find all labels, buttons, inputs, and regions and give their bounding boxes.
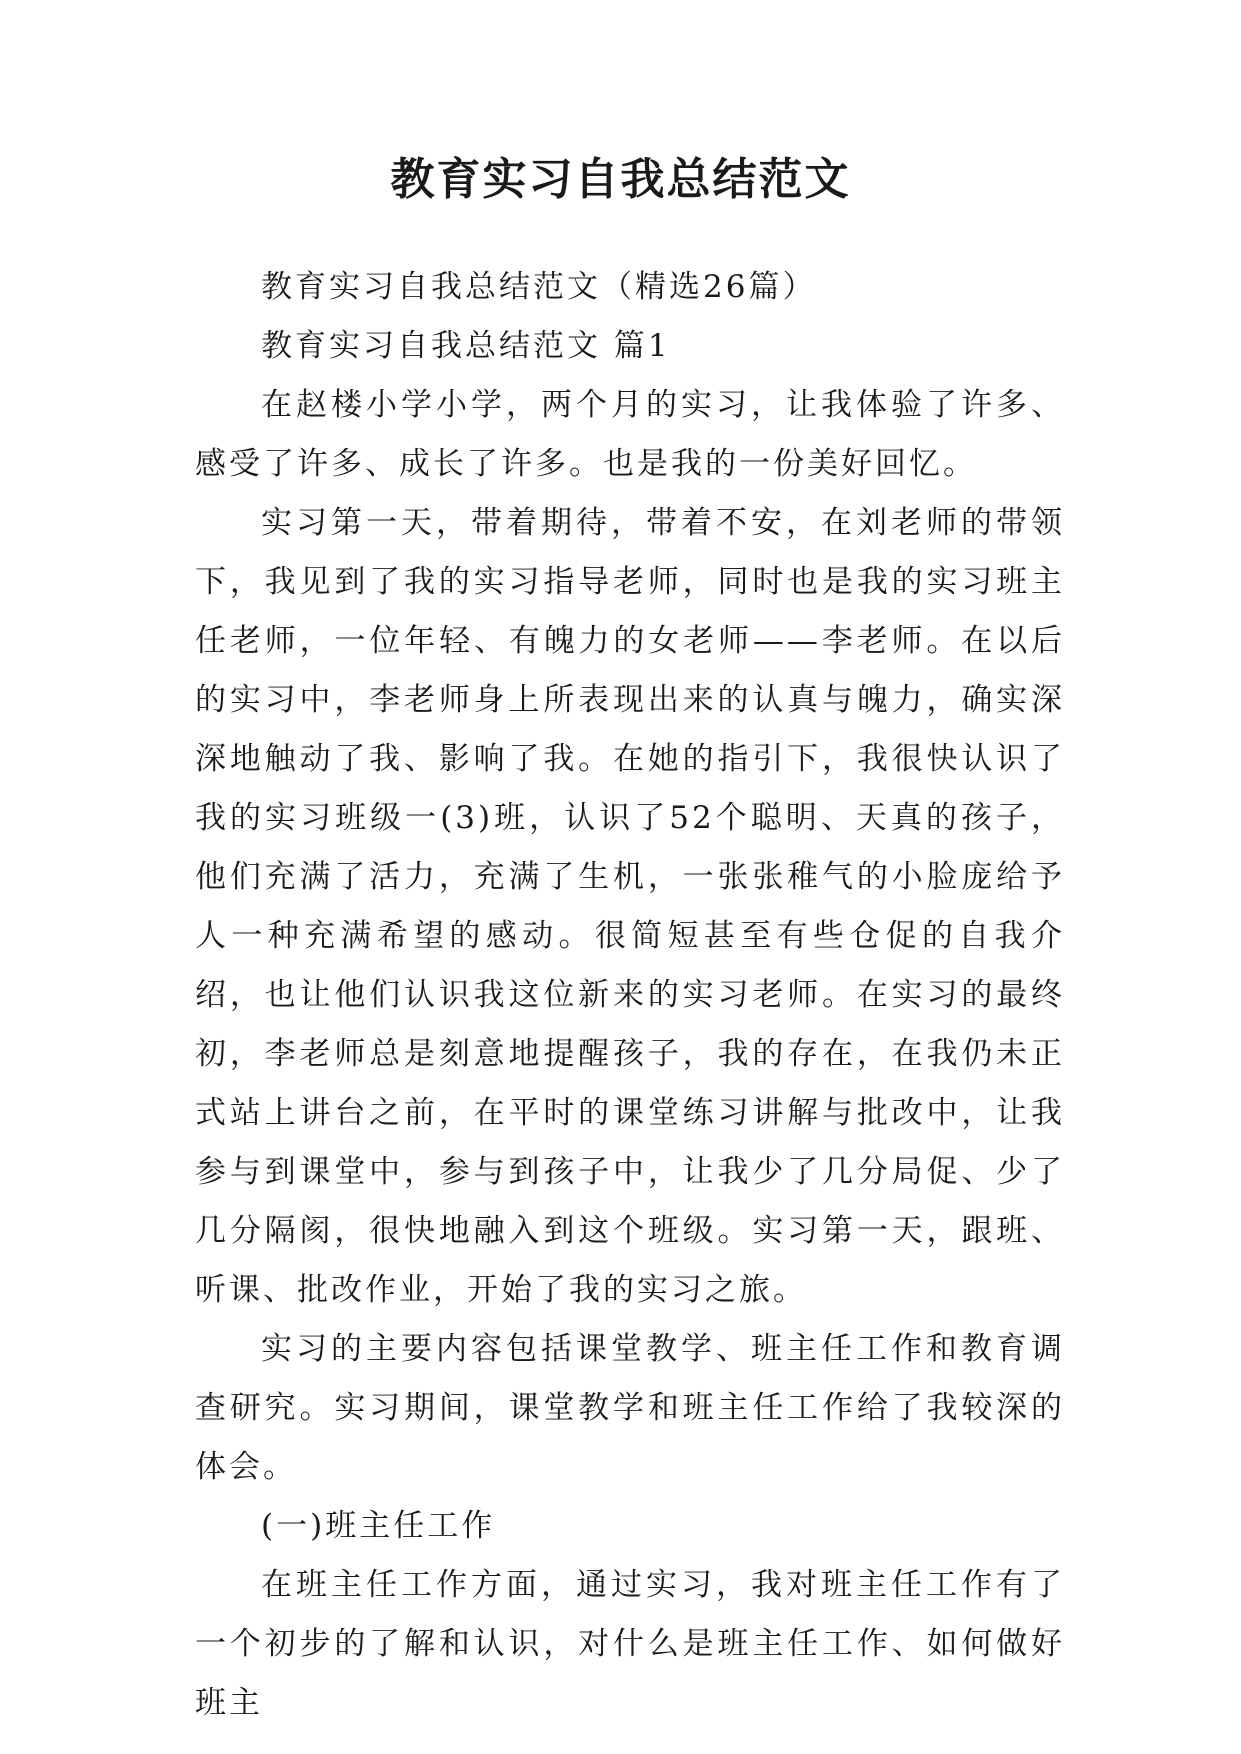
body-paragraph: 实习的主要内容包括课堂教学、班主任工作和教育调查研究。实习期间，课堂教学和班主任工作给了我较深的体会。 <box>195 1331 1065 1485</box>
document-body <box>195 258 1065 1733</box>
subtitle-paragraph: 教育实习自我总结范文（精选26篇） <box>261 269 817 305</box>
body-paragraph: 实习第一天，带着期待，带着不安，在刘老师的带领下，我见到了我的实习指导老师，同时也是我的实习班主任老师，一位年轻、有魄力的女老师——李老师。在以后的实习中，李老师身上所表现出来的认真与魄力，确实深深地触动了我、影响了我。在她的指引下，我很快认识了我的实习班级一(3)班，认识了52个聪明、天真的孩子，他们充满了活力，充满了生机，一张张稚气的小脸庞给予人一种充满希望的感动。很简短甚至有些仓促的自我介绍，也让他们认识我这位新来的实习老师。在实习的最终初，李老师总是刻意地提醒孩子，我的存在，在我仍未正式站上讲台之前，在平时的课堂练习讲解与批改中，让我参与到课堂中，参与到孩子中，让我少了几分局促、少了几分隔阂，很快地融入到这个班级。实习第一天，跟班、听课、批改作业，开始了我的实习之旅。 <box>195 505 1065 1308</box>
body-paragraph: 在赵楼小学小学，两个月的实习，让我体验了许多、感受了许多、成长了许多。也是我的一份美好回忆。 <box>195 387 1065 482</box>
subsection-heading: (一)班主任工作 <box>261 1508 496 1544</box>
section-heading: 教育实习自我总结范文 篇1 <box>261 328 671 364</box>
document-title: 教育实习自我总结范文 <box>390 154 851 205</box>
body-paragraph: 在班主任工作方面，通过实习，我对班主任工作有了一个初步的了解和认识，对什么是班主任工作、如何做好班主 <box>195 1567 1065 1721</box>
